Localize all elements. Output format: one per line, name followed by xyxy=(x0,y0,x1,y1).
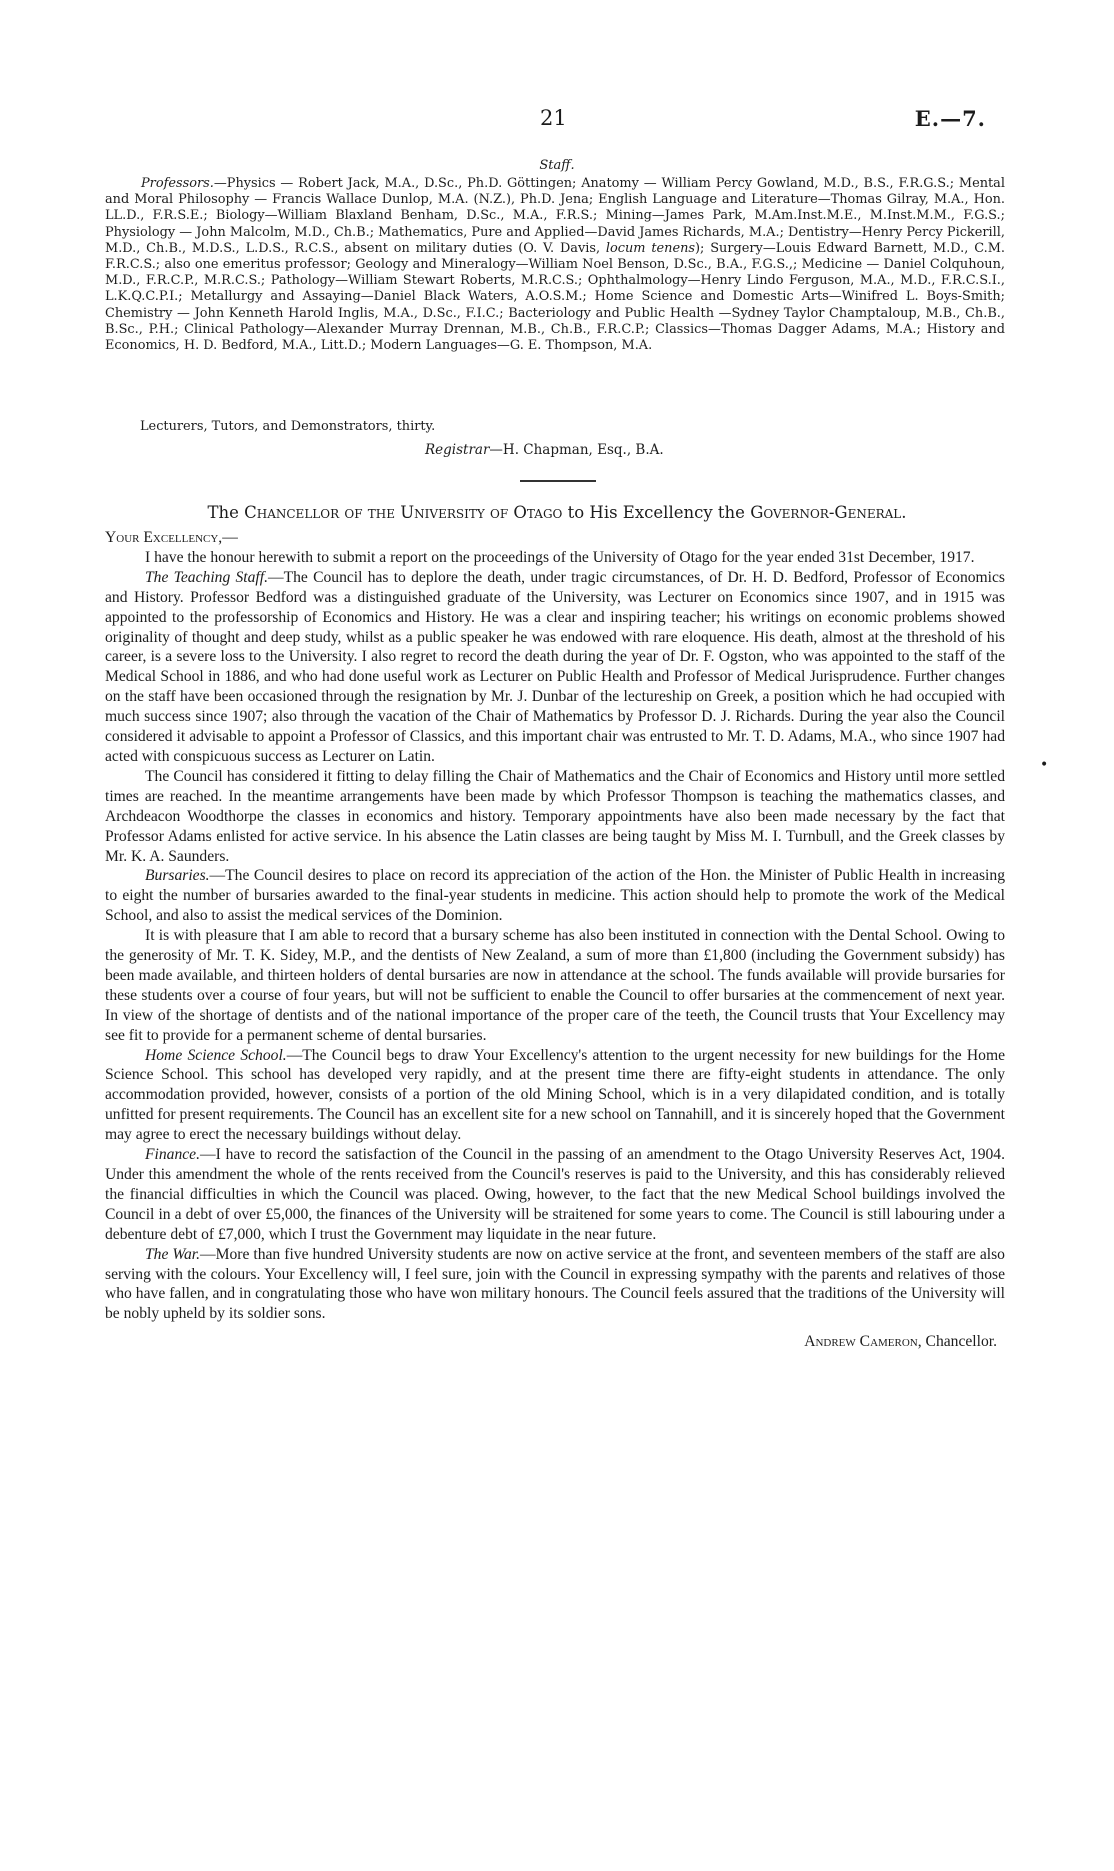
series-number: E.—7. xyxy=(914,106,986,131)
salutation: Your Excellency,— xyxy=(105,529,238,546)
letter-address: The Chancellor of the University of Otago to His Excellency the Governor-General. xyxy=(207,503,907,522)
lecturers-line: Lecturers, Tutors, and Demonstrators, thirty. xyxy=(140,419,436,434)
finance-heading: Finance. xyxy=(145,1146,200,1164)
staff-list xyxy=(105,176,1005,354)
locum-tenens: locum tenens xyxy=(605,240,696,256)
home-science-paragraph: Home Science School.—The Council begs to draw Your Excellency's attention to the urgent necessity for new buildings for the Home Science School. This school has developed very rapidly, and at the present time there are fifty-eight students in attendance. The only accommodation provided, however, consists of a portion of the old Mining School, which is in a very dilapidated condition, and is totally unfitted for present requirements. The Council has an excellent site for a new school on Tannahill, and it is sincerely hoped that the Government may agree to erect the necessary buildings without delay. xyxy=(105,1046,1005,1144)
registrar-label: Registrar xyxy=(425,442,490,458)
teaching-staff-paragraph: The Teaching Staff.—The Council has to deplore the death, under tragic circumstances, of Dr. H. D. Bedford, Professor of Economics and History. Professor Bedford was a distinguished graduate of the University, was Lecturer on Economics since 1907, and in 1915 was appointed to the professorship of Economics and History. He was a clear and inspiring teacher; his writings on economic problems showed originality of thought and deep study, whilst as a public speaker he was endowed with rare eloquence. His death, almost at the threshold of his career, is a severe loss to the University. I also regret to record the death during the year of Dr. F. Ogston, who was appointed to the staff of the Medical School in 1886, and who had done useful work as Lecturer on Public Health and Professor of Medical Jurisprudence. Further changes on the staff have been occasioned through the resignation by Mr. J. Dunbar of the lectureship on Greek, a position which he had occupied with much success since 1907; also through the vacation of the Chair of Mathematics by Professor D. J. Richards. During the year also the Council considered it advisable to appoint a Professor of Classics, and this important chair was entrusted to Mr. T. D. Adams, M.A., who since 1907 had acted with conspicuous success as Lecturer on Latin. xyxy=(105,568,1005,765)
finance-paragraph: Finance.—I have to record the satisfaction of the Council in the passing of an amendment to the Otago University Reserves Act, 1904. Under this amendment the whole of the rents received from the Council's reserves is paid to the University, and this has considerably relieved the financial difficulties in which the Council was placed. Owing, however, to the fact that the new Medical School buildings involved the Council in a debt of over £5,000, the finances of the University will be straitened for some years to come. The Council is still labouring under a debenture debt of £7,000, which I trust the Government may liquidate in the near future. xyxy=(105,1146,1005,1243)
war-paragraph: The War.—More than five hundred University students are now on active service at the front, and seventeen members of the staff are also serving with the colours. Your Excellency will, I feel sure, join with the Council in expressing sympathy with the parents and relatives of those who have fallen, and in congratulating those who have won military honours. The Council feels assured that the traditions of the University will be nobly upheld by its soldier sons. xyxy=(105,1245,1005,1323)
section-divider xyxy=(520,480,596,482)
intro-paragraph: I have the honour herewith to submit a report on the proceedings of the University of Otago for the year ended 31st December, 1917. xyxy=(145,548,975,566)
bursaries-heading: Bursaries. xyxy=(145,867,210,885)
teaching-staff-heading: The Teaching Staff. xyxy=(145,568,268,586)
signature xyxy=(105,1332,1005,1352)
page-header xyxy=(0,106,1114,136)
address-chancellor: Chancellor of the University of Otago xyxy=(244,503,563,522)
professors-text: —Physics — Robert Jack, M.A., D.Sc., Ph.D. Göttingen; Anatomy — William Percy Gowland, M.D., B.S., F.R.G.S.; Mental and Moral Philosophy — Francis Wallace Dunlop, M.A. (N.Z.), Ph.D. Jena; English Language and Literature—Thomas Gilray, M.A., Hon. LL.D., F.R.S.E.; Biology—William Blaxland Benham, D.Sc., M.A., F.R.S.; Mining—James Park, M.Am.Inst.M.E., M.Inst.M.M., F.G.S.; Physiology — John Malcolm, M.D., Ch.B.; Mathematics, Pure and Applied—David James Richards, M.A.; Dentistry—Henry Percy Pickerill, M.D., Ch.B., M.D.S., L.D.S., R.C.S., absent on military duties (O. V. Davis, xyxy=(105,176,1006,256)
address-governor: Governor-General. xyxy=(750,503,907,522)
dental-paragraph: It is with pleasure that I am able to record that a bursary scheme has also been instituted in connection with the Dental School. Owing to the generosity of Mr. T. K. Sidey, M.P., and the dentists of New Zealand, a sum of more than £1,800 (including the Government subsidy) has been made available, and thirteen holders of dental bursaries are now in attendance at the school. The funds available will provide bursaries for these students over a course of four years, but will not be sufficient to enable the Council to offer bursaries at the commencement of next year. In view of the shortage of dentists and of the national importance of the proper care of the teeth, the Council trusts that Your Excellency may see fit to provide for a permanent scheme of dental bursaries. xyxy=(105,927,1005,1044)
home-science-heading: Home Science School. xyxy=(145,1046,287,1064)
professors-label: Professors. xyxy=(141,176,214,191)
signature-name: Andrew Cameron xyxy=(804,1333,918,1351)
registrar-name: —H. Chapman, Esq., B.A. xyxy=(489,442,664,458)
margin-mark: • xyxy=(1040,757,1049,773)
bursaries-paragraph: Bursaries.—The Council desires to place on record its appreciation of the action of the Hon. the Minister of Public Health in increasing to eight the number of bursaries awarded to the final-year students in medicine. This action should help to promote the work of the Medical School, and also to assist the medical services of the Dominion. xyxy=(105,867,1005,925)
signature-title: , Chancellor. xyxy=(917,1333,997,1351)
council-delay-paragraph: The Council has considered it fitting to delay filling the Chair of Mathematics and the Chair of Economics and History until more settled times are reached. In the meantime arrangements have been made by which Professor Thompson is teaching the mathematics classes, and Archdeacon Woodthorpe the classes in economics and history. Temporary appointments have also been made necessary by the fact that Professor Adams enlisted for active service. In his absence the Latin classes are being taught by Miss M. I. Turnbull, and the Greek classes by Mr. K. A. Saunders. xyxy=(105,767,1005,865)
staff-heading: Staff. xyxy=(539,158,575,173)
war-heading: The War. xyxy=(145,1245,200,1263)
page-number: 21 xyxy=(540,106,567,130)
professors-text-2: ); Surgery—Louis Edward Barnett, M.D., C.M. F.R.C.S.; also one emeritus professor; Geology and Mineralogy—William Noel Benson, D.Sc., B.A., F.G.S.,; Medicine — Daniel Colquhoun, M.D., F.R.C.P., M.R.C.S.; Pathology—William Stewart Roberts, M.R.C.S.; Ophthalmology—Henry Lindo Ferguson, M.A., M.D., F.R.C.S.I., L.K.Q.C.P.I.; Metallurgy and Assaying—Daniel Black Waters, A.O.S.M.; Home Science and Domestic Arts—Winifred L. Boys-Smith; Chemistry — John Kenneth Harold Inglis, M.A., D.Sc., F.I.C.; Bacteriology and Public Health —Sydney Taylor Champtaloup, M.B., Ch.B., B.Sc., P.H.; Clinical Pathology—Alexander Murray Drennan, M.B., Ch.B., F.R.C.P.; Classics—Thomas Dagger Adams, M.A.; History and Economics, H. D. Bedford, M.A., Litt.D.; Modern Languages—G. E. Thompson, M.A. xyxy=(105,240,1005,354)
letter-body xyxy=(105,528,1005,1352)
